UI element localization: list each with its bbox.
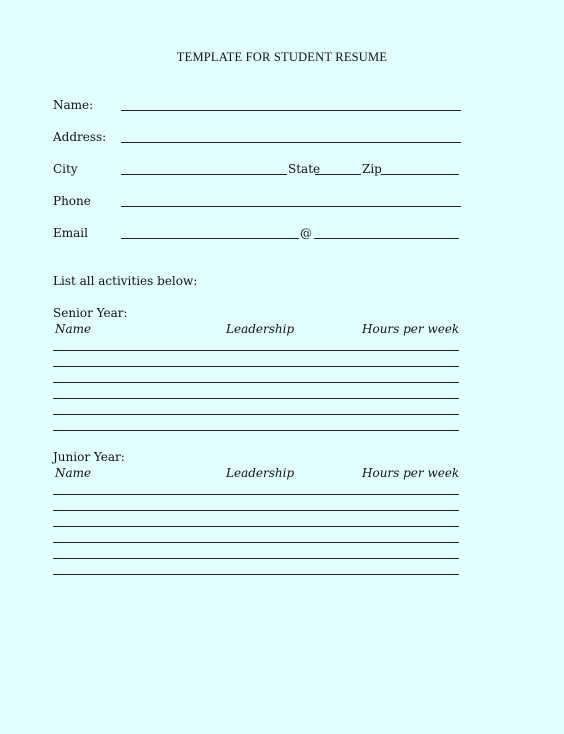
phone-field-line[interactable] (121, 206, 461, 207)
activities-intro: List all activities below: (53, 274, 198, 288)
page-title: TEMPLATE FOR STUDENT RESUME (176, 50, 388, 64)
address-field-line[interactable] (121, 142, 461, 143)
state-field-line[interactable] (315, 174, 361, 175)
zip-field-line[interactable] (381, 174, 459, 175)
city-label: City (53, 162, 78, 176)
senior-entry-line[interactable] (53, 350, 459, 351)
senior-entry-line[interactable] (53, 430, 459, 431)
junior-entry-line[interactable] (53, 526, 459, 527)
senior-entry-line[interactable] (53, 414, 459, 415)
senior-entry-line[interactable] (53, 398, 459, 399)
junior-col-name: Name (55, 466, 92, 480)
email-domain-field-line[interactable] (314, 238, 459, 239)
city-field-line[interactable] (121, 174, 287, 175)
phone-label: Phone (53, 194, 91, 208)
senior-entry-line[interactable] (53, 366, 459, 367)
zip-label: Zip (362, 162, 382, 176)
junior-entry-line[interactable] (53, 510, 459, 511)
name-label: Name: (53, 98, 94, 112)
senior-entry-line[interactable] (53, 382, 459, 383)
junior-col-hours: Hours per week (362, 466, 460, 480)
senior-year-heading: Senior Year: (53, 306, 128, 320)
senior-col-hours: Hours per week (362, 322, 460, 336)
email-label: Email (53, 226, 88, 240)
senior-col-name: Name (55, 322, 92, 336)
email-user-field-line[interactable] (121, 238, 299, 239)
junior-col-leadership: Leadership (226, 466, 295, 480)
junior-entry-line[interactable] (53, 574, 459, 575)
senior-col-leadership: Leadership (226, 322, 295, 336)
name-field-line[interactable] (121, 110, 461, 111)
junior-entry-line[interactable] (53, 542, 459, 543)
junior-year-heading: Junior Year: (53, 450, 125, 464)
email-at-sign: @ (300, 226, 312, 240)
junior-entry-line[interactable] (53, 558, 459, 559)
address-label: Address: (53, 130, 107, 144)
junior-entry-line[interactable] (53, 494, 459, 495)
state-label: State (288, 162, 321, 176)
